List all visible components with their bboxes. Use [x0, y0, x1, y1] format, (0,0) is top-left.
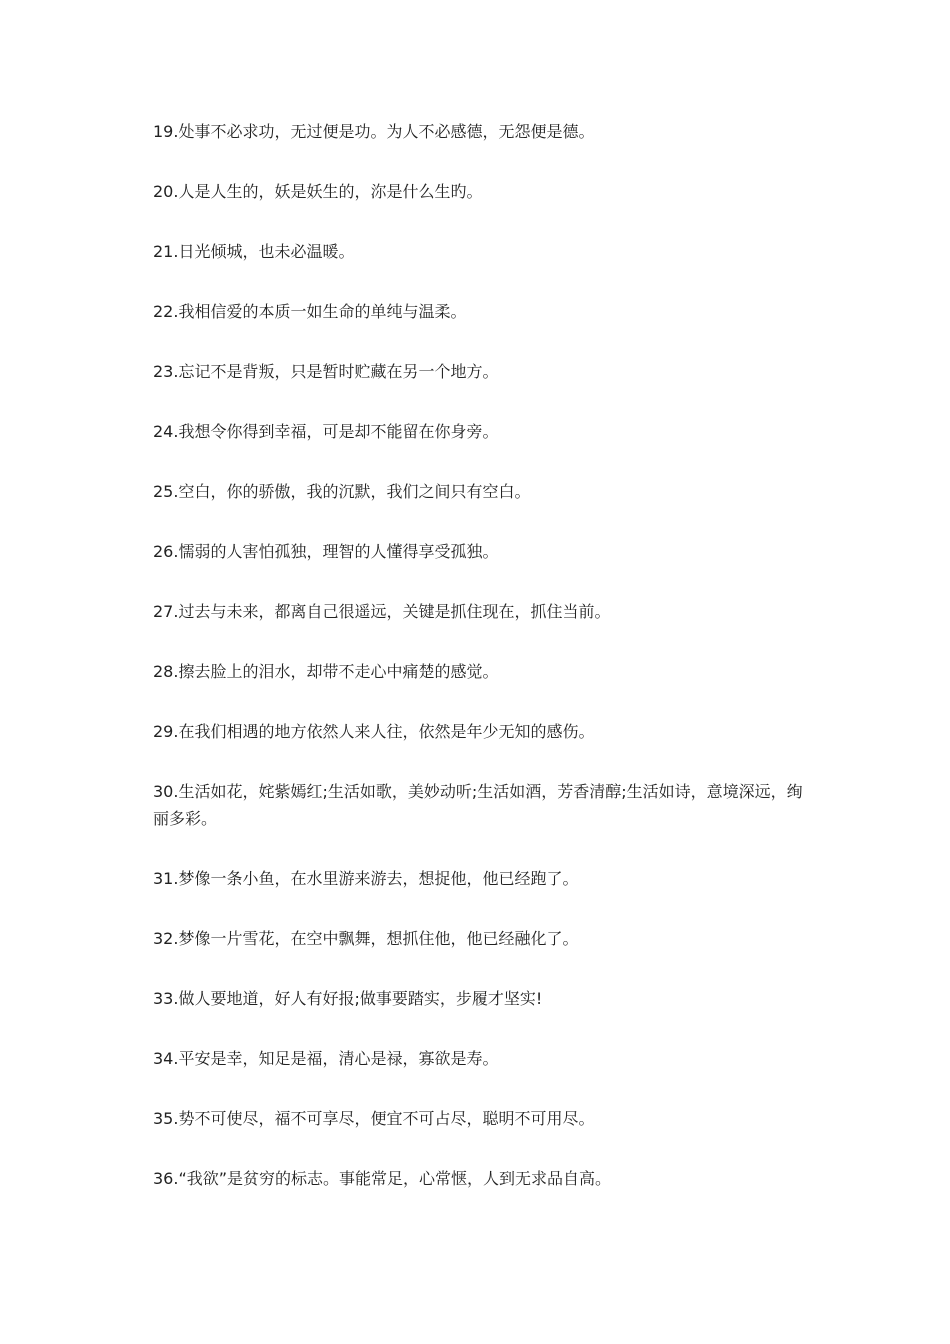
quote-item: 19.处事不必求功，无过便是功。为人不必感德，无怨便是德。: [153, 122, 595, 141]
quote-item: 25.空白，你的骄傲，我的沉默，我们之间只有空白。: [153, 482, 531, 501]
quote-item: 33.做人要地道，好人有好报;做事要踏实，步履才坚实!: [153, 989, 543, 1008]
quote-item: 23.忘记不是背叛，只是暂时贮藏在另一个地方。: [153, 362, 499, 381]
quote-item: 31.梦像一条小鱼，在水里游来游去，想捉他，他已经跑了。: [153, 869, 579, 888]
quote-item: 32.梦像一片雪花，在空中飘舞，想抓住他，他已经融化了。: [153, 929, 579, 948]
quote-item: 30.生活如花，姹紫嫣红;生活如歌，美妙动听;生活如酒，芳香清醇;生活如诗，意境深远，绚丽多彩。: [153, 782, 803, 828]
quote-item: 27.过去与未来，都离自己很遥远，关键是抓住现在，抓住当前。: [153, 602, 611, 621]
quote-item: 35.势不可使尽，福不可享尽，便宜不可占尽，聪明不可用尽。: [153, 1109, 595, 1128]
quote-list: [153, 118, 813, 1225]
quote-item: 34.平安是幸，知足是福，清心是禄，寡欲是寿。: [153, 1049, 499, 1068]
quote-item: 22.我相信爱的本质一如生命的单纯与温柔。: [153, 302, 467, 321]
quote-item: 28.擦去脸上的泪水，却带不走心中痛楚的感觉。: [153, 662, 499, 681]
quote-item: 24.我想令你得到幸福，可是却不能留在你身旁。: [153, 422, 499, 441]
quote-item: 20.人是人生的，妖是妖生的，沵是什么生旳。: [153, 182, 483, 201]
quote-item: 21.日光倾城，也未必温暖。: [153, 242, 355, 261]
quote-item: 29.在我们相遇的地方依然人来人往，依然是年少无知的感伤。: [153, 722, 595, 741]
quote-item: 36.“我欲”是贫穷的标志。事能常足，心常惬，人到无求品自高。: [153, 1169, 612, 1188]
quote-item: 26.懦弱的人害怕孤独，理智的人懂得享受孤独。: [153, 542, 499, 561]
